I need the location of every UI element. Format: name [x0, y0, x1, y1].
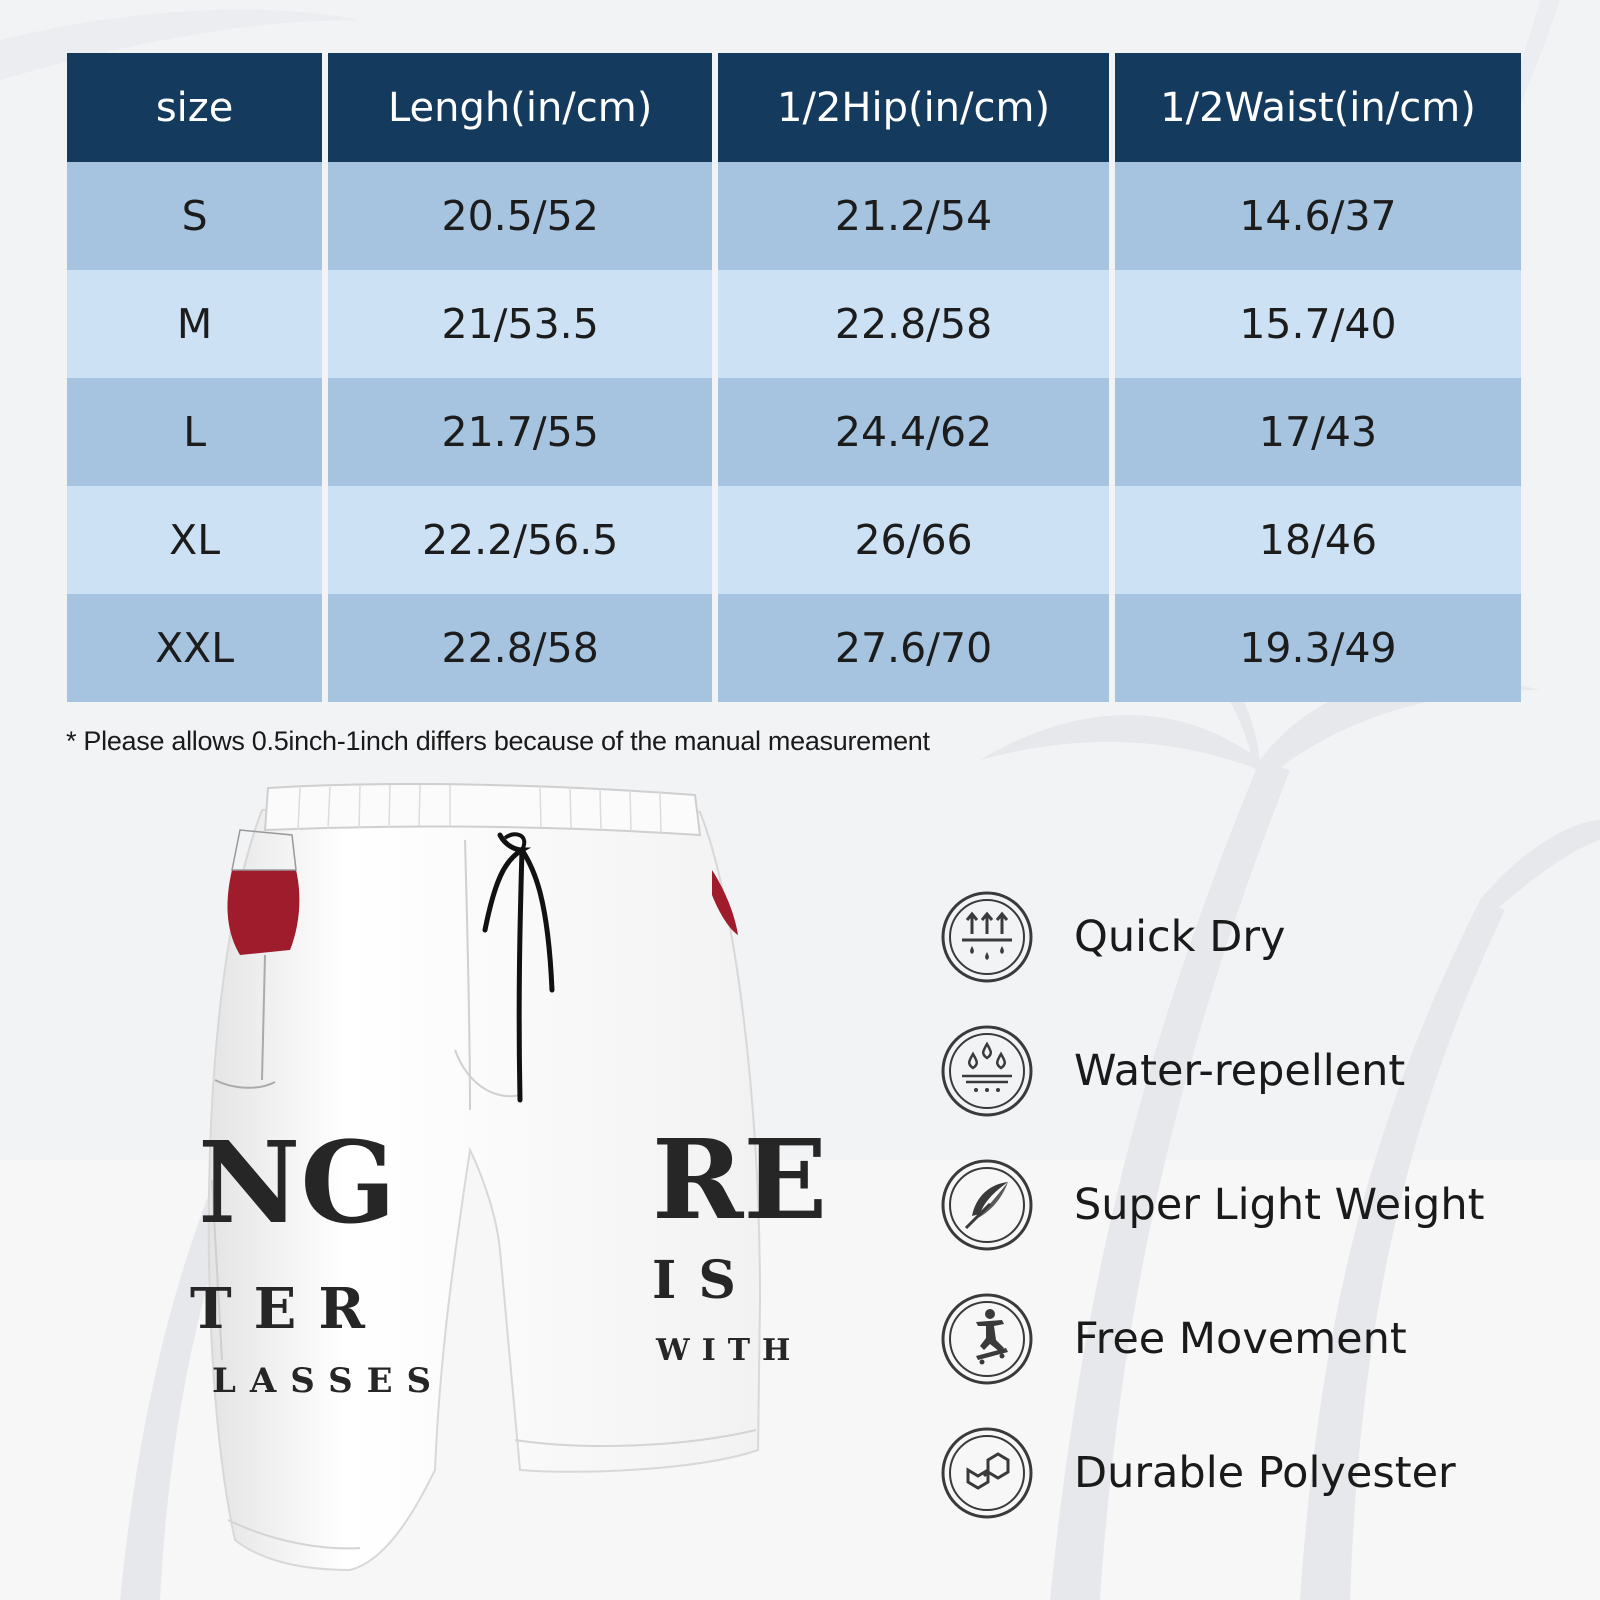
table-row [67, 270, 1521, 378]
cell-waist: 19.3/49 [1115, 594, 1521, 702]
feature-label: Free Movement [1074, 1314, 1407, 1364]
cell-size: XXL [67, 594, 322, 702]
cell-size: L [67, 378, 322, 486]
feature-label: Quick Dry [1074, 912, 1286, 962]
cell-size: XL [67, 486, 322, 594]
feature-durable-polyester [940, 1406, 1484, 1540]
cell-hip: 22.8/58 [718, 270, 1109, 378]
print-text-right-small: WITH [656, 1333, 803, 1368]
cell-hip: 24.4/62 [718, 378, 1109, 486]
feature-free-movement [940, 1272, 1484, 1406]
molecule-icon [940, 1426, 1034, 1520]
feature-water-repellent [940, 1004, 1484, 1138]
feature-label: Durable Polyester [1074, 1448, 1456, 1498]
cell-length: 21/53.5 [328, 270, 712, 378]
table-row [67, 378, 1521, 486]
measurement-note: * Please allows 0.5inch-1inch differs because of the manual measurement [66, 726, 930, 756]
cell-hip: 27.6/70 [718, 594, 1109, 702]
header-half-hip: 1/2Hip(in/cm) [718, 53, 1109, 162]
table-header-row [67, 53, 1521, 162]
feature-list [940, 870, 1484, 1540]
cell-length: 22.8/58 [328, 594, 712, 702]
table-row [67, 486, 1521, 594]
print-text-right-mid: IS [652, 1250, 758, 1311]
cell-waist: 14.6/37 [1115, 162, 1521, 270]
cell-length: 20.5/52 [328, 162, 712, 270]
feature-light-weight [940, 1138, 1484, 1272]
print-text-left-big: NG [198, 1118, 397, 1249]
cell-size: M [67, 270, 322, 378]
size-chart-table [61, 53, 1527, 702]
cell-waist: 17/43 [1115, 378, 1521, 486]
cell-waist: 18/46 [1115, 486, 1521, 594]
skateboarder-icon [940, 1292, 1034, 1386]
table-row [67, 594, 1521, 702]
cell-size: S [67, 162, 322, 270]
cell-length: 22.2/56.5 [328, 486, 712, 594]
print-text-left-small: LASSES [212, 1361, 446, 1401]
quick-dry-icon [940, 890, 1034, 984]
header-length: Lengh(in/cm) [328, 53, 712, 162]
shorts-product-image [190, 780, 828, 1580]
feature-quick-dry [940, 870, 1484, 1004]
header-half-waist: 1/2Waist(in/cm) [1115, 53, 1521, 162]
print-text-right-big: RE [652, 1115, 828, 1244]
water-repellent-icon [940, 1024, 1034, 1118]
cell-length: 21.7/55 [328, 378, 712, 486]
cell-hip: 21.2/54 [718, 162, 1109, 270]
cell-waist: 15.7/40 [1115, 270, 1521, 378]
table-row [67, 162, 1521, 270]
feature-label: Water-repellent [1074, 1046, 1406, 1096]
print-text-left-mid: TER [190, 1276, 387, 1342]
cell-hip: 26/66 [718, 486, 1109, 594]
feature-label: Super Light Weight [1074, 1180, 1485, 1230]
feather-icon [940, 1158, 1034, 1252]
header-size: size [67, 53, 322, 162]
